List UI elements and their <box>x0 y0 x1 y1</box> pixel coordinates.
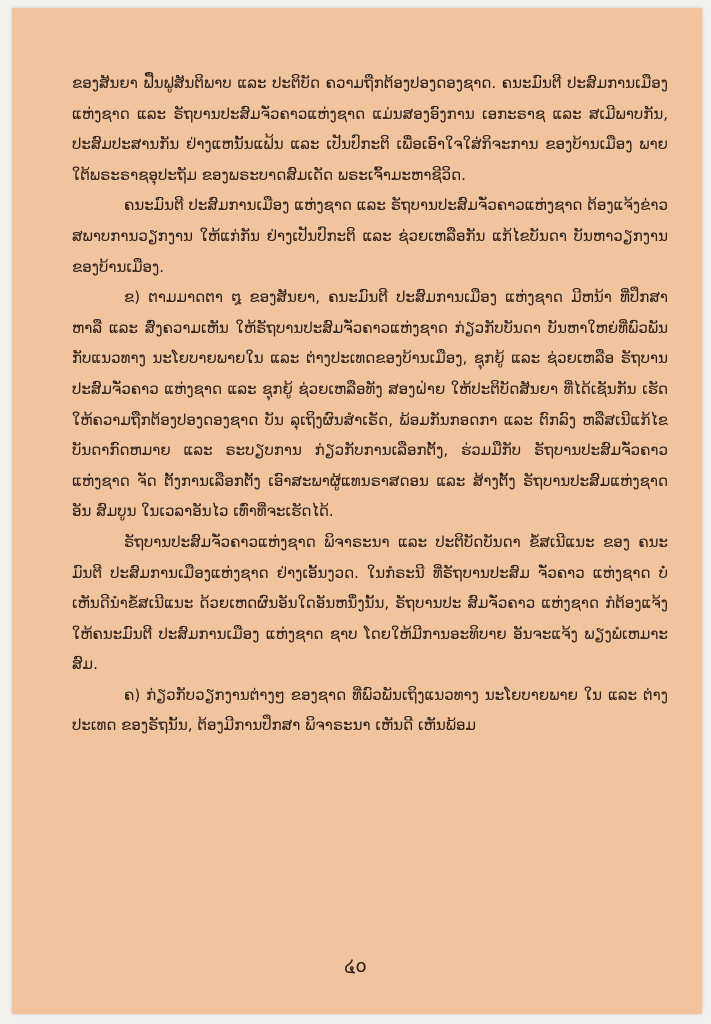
page-number: ໔໐ <box>344 956 367 977</box>
paragraph-clause-kho-2: ຄ) ກ່ຽວກັບວຽກງານຕ່າງໆ ຂອງຊາດ ທີ່ພົວພັນເຖິງແນວທາງ ນະໂຍບາຍພາຍ ໃນ ແລະ ຕ່າງປະເທດ ຂອງຣັຖນັ້ນ, ຕ້ອງມີການປຶກສາ ພິຈາຣະນາ ເຫັນດີ ເຫັນພ້ອມ <box>72 685 668 735</box>
paragraph-government-response: ຣັຖບານປະສົມຈັ່ວຄາວແຫ່ງຊາດ ພິຈາຣະນາ ແລະ ປະຕິບັດບັນດາ ຂໍ້ສເນີແນະ ຂອງ ຄນະມົນຕີ ປະສົມການເມືອງແຫ່ງຊາດ ຢ່າງເອັ້ນງວດ. ໃນກໍຣະນີ ທີ່ຣັຖບານປະສົມ ຈັ່ວຄາວ ແຫ່ງຊາດ ບໍ່ເຫັນດີນຳຂໍ້ສເນີແນະ ດ້ວຍເຫດຜົນອັນໃດອັນຫນຶ່ງນັ້ນ, ຣັຖບານປະ ສົມຈັ່ວຄາວ ແຫ່ງຊາດ ກໍຕ້ອງແຈ້ງ ໃຫ້ຄນະມົນຕີ ປະສົມການເມືອງ ແຫ່ງຊາດ ຊາບ ໂດຍໃຫ້ມີການອະທິບາຍ ອັນຈະແຈ້ງ ພຽງພໍເຫມາະສົມ. <box>72 532 668 674</box>
paragraph-clause-kho: ຂ) ຕາມມາດຕາ ໘ ຂອງສັນຍາ, ຄນະມົນຕີ ປະສົມການເມືອງ ແຫ່ງຊາດ ມີຫນ້າ ທີ່ປຶກສາຫາລື ແລະ ສົ່ງຄວາມເຫັນ ໃຫ້ຣັຖບານປະສົມຈັ່ວຄາວແຫ່ງຊາດ ກ່ຽວກັບບັນດາ ບັນຫາໃຫຍ່ທີ່ພົວພັນກັບແນວທາງ ນະໂຍບາຍພາຍໃນ ແລະ ຕ່າງປະເທດຂອງບ້ານເມືອງ, ຊຸກຍູ້ ແລະ ຊ່ວຍເຫລືອ ຣັຖບານປະສົມຈັ່ວຄາວ ແຫ່ງຊາດ ແລະ ຊຸກຍູ້ ຊ່ວຍເຫລືອທັງ ສອງຝ່າຍ ໃຫ້ປະຕິບັດສັນຍາ ທີ່ໄດ້ເຊັນກັນ ເຮັດໃຫ້ຄວາມຖືກຕ້ອງປອງດອງຊາດ ບັນ ລຸເຖິງຜົນສຳເຣັດ, ພ້ອມກັນກອດກາ ແລະ ຕົກລົງ ຫລືສເນີແກ້ໄຂ ບັນດາກົດຫມາຍ ແລະ ຣະບຽບການ ກ່ຽວກັບການເລືອກຕັ້ງ, ຮ່ວມມືກັບ ຣັຖບານປະສົມຈັ່ວຄາວແຫ່ງຊາດ ຈັດ ຕັ້ງການເລືອກຕັ້ງ ເອົາສະພາຜູ້ແທນຣາສດອນ ແລະ ສ້າງຕັ້ງ ຣັຖບານປະສົມແຫ່ງຊາດ ອັນ ສົມບູນ ໃນເວລາອັນໄວ ເທົ່າທີ່ຈະເຮັດໄດ້. <box>72 288 668 521</box>
paragraph-joint-duties: ຄນະມົນຕີ ປະສົມການເມືອງ ແຫ່ງຊາດ ແລະ ຣັຖບານປະສົມຈັ່ວຄາວແຫ່ງຊາດ ຕ້ອງແຈ້ງຂ່າວ ສພາບການວຽກງານ ໃຫ້ແກ່ກັນ ຢ່າງເປັນປົກະຕິ ແລະ ຊ່ວຍເຫລືອກັນ ແກ້ໄຂບັນດາ ບັນຫາວຽກງານ ຂອງບ້ານເມືອງ. <box>72 196 668 276</box>
body-text <box>72 68 668 741</box>
paragraph-continuation: ຂອງສັນຍາ ຟື້ນຟູສັນຕິພາບ ແລະ ປະຕິບັດ ຄວາມຖືກຕ້ອງປອງດອງຊາດ. ຄນະມົນຕີ ປະສົມການເມືອງ ແຫ່ງຊາດ ແລະ ຣັຖບານປະສົມຈັ່ວຄາວແຫ່ງຊາດ ແມ່ນສອງອົງການ ເອກະຣາຊ ແລະ ສເມີພາບກັນ, ປະສົມປະສານກັນ ຢ່າງແຫນັ້ນແຟ້ນ ແລະ ເປັນປົກະຕິ ເພື່ອເອົາໃຈໃສ່ກິຈະການ ຂອງບ້ານເມືອງ ພາຍໃຕ້ພຣະຣາຊອຸປະຖັມ ຂອງພຣະບາດສົມເດັດ ພຣະເຈົ້າມະຫາຊີວິດ. <box>72 74 668 184</box>
